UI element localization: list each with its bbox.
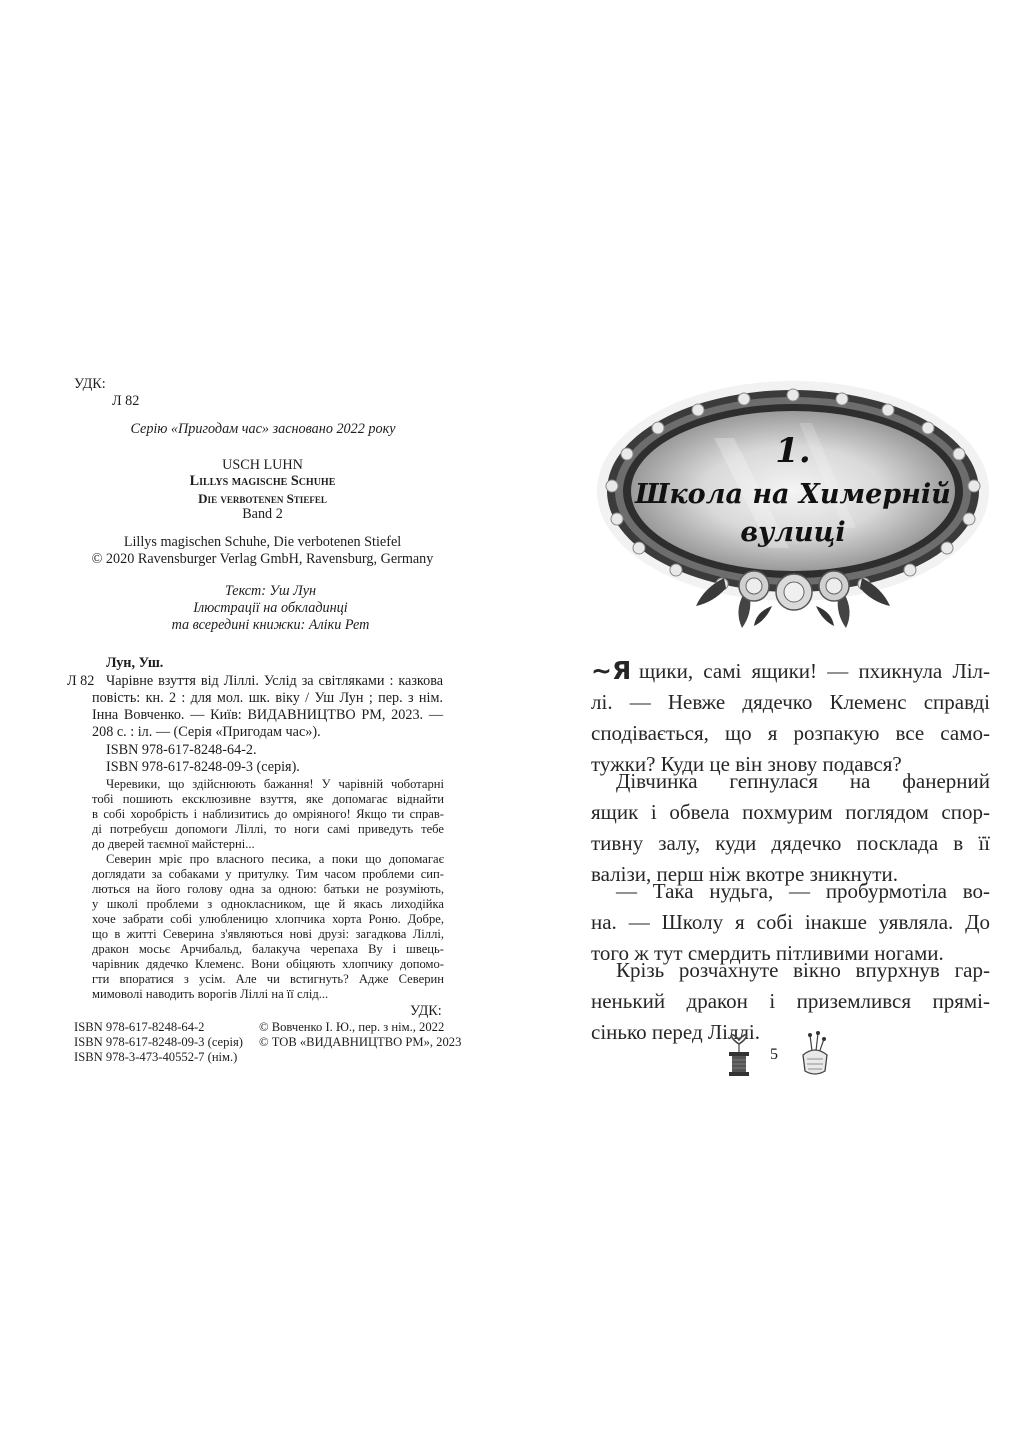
- original-edition-line: Lillys magischen Schuhe, Die verbotenen Stiefel: [123, 534, 402, 550]
- page-number: 5: [770, 1046, 778, 1063]
- chapter-number: 1.: [775, 431, 811, 471]
- udk-code: Л 82: [112, 393, 140, 409]
- paragraph-3-line-1: — Така нудьга, — пробурмотіла во-: [616, 879, 990, 903]
- paragraph-2-line-1: Дівчинка гепнулася на фанерний: [616, 769, 990, 793]
- original-title: Lillys magische Schuhe: [189, 473, 336, 489]
- isbn-line-1: ISBN 978-617-8248-64-2: [74, 1020, 205, 1034]
- right-page: [517, 0, 1035, 1440]
- annotation-2-line-6: що в житті Северина з'являються нові друзі: загадкова Ліллі,: [92, 927, 444, 941]
- band: Band 2: [242, 506, 283, 522]
- annotation-1-line-1: Черевики, що здійснюють бажання! У чарівній чоботарні: [106, 777, 444, 791]
- catalog-author: Лун, Уш.: [106, 655, 164, 671]
- paragraph-2-line-3: тивну залу, куди дядечко посклада в її: [591, 831, 990, 855]
- annotation-1-line-3: в собі хоробрість і наблизитись до омріяного! Якщо ти справ-: [92, 807, 444, 821]
- credit-illustrations-1: Ілюстрації на обкладинці: [193, 600, 348, 616]
- paragraph-2-line-4: валізи, перш ніж вкотре зникнути.: [591, 862, 898, 886]
- chapter-title-line-1: Школа на Химерній: [635, 479, 951, 510]
- thread-spool-icon: [725, 1026, 753, 1078]
- annotation-2-line-5: хоче забрати собі улюбленицю хлопчика хорта Роню. Добре,: [92, 912, 444, 926]
- catalog-isbn-2: ISBN 978-617-8248-09-3 (серія).: [106, 759, 300, 775]
- paragraph-1-line-2: лі. — Невже дядечко Клеменс справді: [591, 690, 990, 714]
- catalog-line-2: повість: кн. 2 : для мол. шк. віку / Уш Лун ; пер. з нім.: [92, 690, 443, 706]
- annotation-1-line-2: тобі пошиють ексклюзивне взуття, яке допомагає віднайти: [92, 792, 444, 806]
- isbn-line-3: ISBN 978-3-473-40552-7 (нім.): [74, 1050, 238, 1064]
- annotation-2-line-2: доглядати за собаками у притулку. Тим часом проблеми сип-: [92, 867, 444, 881]
- left-page: [0, 0, 517, 1440]
- chapter-title-line-2: вулиці: [740, 517, 846, 548]
- catalog-line-3: Інна Вовченко. — Київ: ВИДАВНИЦТВО РМ, 2023. —: [92, 707, 443, 723]
- annotation-2-line-8: чарівник дядечко Клеменс. Вони обіцяють хлопчику допомо-: [92, 957, 444, 971]
- catalog-isbn-1: ISBN 978-617-8248-64-2.: [106, 742, 257, 758]
- copyright-line-1: © Вовченко І. Ю., пер. з нім., 2022: [259, 1020, 445, 1034]
- udk-bottom: УДК:: [410, 1003, 442, 1019]
- pin-cushion-icon: [798, 1031, 832, 1079]
- copyright-line-2: © ТОВ «ВИДАВНИЦТВО РМ», 2023: [259, 1035, 462, 1049]
- catalog-line-1: Чарівне взуття від Ліллі. Услід за світляками : казкова: [106, 673, 443, 689]
- credit-illustrations-2: та всередині книжки: Аліки Рет: [171, 617, 370, 633]
- paragraph-2-line-2: ящик і обвела похмурим поглядом спор-: [591, 800, 990, 824]
- author-original: USCH LUHN: [222, 457, 303, 473]
- drop-cap: ~Я: [591, 656, 632, 685]
- annotation-2-line-4: у школі проблеми з однокласником, ще й якась лиходійка: [92, 897, 444, 911]
- annotation-2-line-9: гти впоратися з усім. Але чи встигнуть? Адже Северин: [92, 972, 444, 986]
- paragraph-1-line-3: сподівається, що я розпакую все само-: [591, 721, 990, 745]
- paragraph-3-line-3: того ж тут смердить пітливими ногами.: [591, 941, 944, 965]
- original-subtitle: Die verbotenen Stiefel: [198, 491, 327, 506]
- paragraph-4-line-1: Крізь розчахнуте вікно впурхнув гар-: [616, 958, 990, 982]
- annotation-2-line-7: дракон мосьє Арчибальд, балакуча черепаха Ву і швець-: [92, 942, 444, 956]
- isbn-line-2: ISBN 978-617-8248-09-3 (серія): [74, 1035, 243, 1049]
- catalog-code: Л 82: [67, 673, 95, 689]
- paragraph-4-line-3: сінько перед Ліллі.: [591, 1020, 761, 1044]
- paragraph-1-line-1: щики, самі ящики! — пхикнула Ліл-: [639, 659, 990, 683]
- annotation-1-line-5: до дверей таємної майстерні...: [92, 837, 255, 851]
- catalog-line-4: 208 с. : іл. — (Серія «Пригодам час»).: [92, 724, 321, 740]
- annotation-1-line-4: ді потребуєш допомоги Ліллі, то ноги самі приведуть тебе: [92, 822, 444, 836]
- paragraph-4-line-2: ненький дракон і приземлився прямі-: [591, 989, 990, 1013]
- paragraph-1-line-4: тужки? Куди це він знову подався?: [591, 752, 902, 776]
- credit-text: Текст: Уш Лун: [224, 583, 317, 599]
- annotation-2-line-10: мимоволі наводить ворогів Ліллі на її слід...: [92, 987, 329, 1001]
- udk-label: УДК:: [74, 376, 106, 392]
- annotation-2-line-3: лються на його голову одна за одною: батьки не розуміють,: [92, 882, 444, 896]
- series-note: Серію «Пригодам час» засновано 2022 року: [130, 421, 396, 437]
- annotation-2-line-1: Северин мріє про власного песика, а поки що допомагає: [106, 852, 444, 866]
- paragraph-3-line-2: на. — Школу я собі інакше уявляла. До: [591, 910, 990, 934]
- original-copyright-line: © 2020 Ravensburger Verlag GmbH, Ravensburg, Germany: [91, 551, 434, 567]
